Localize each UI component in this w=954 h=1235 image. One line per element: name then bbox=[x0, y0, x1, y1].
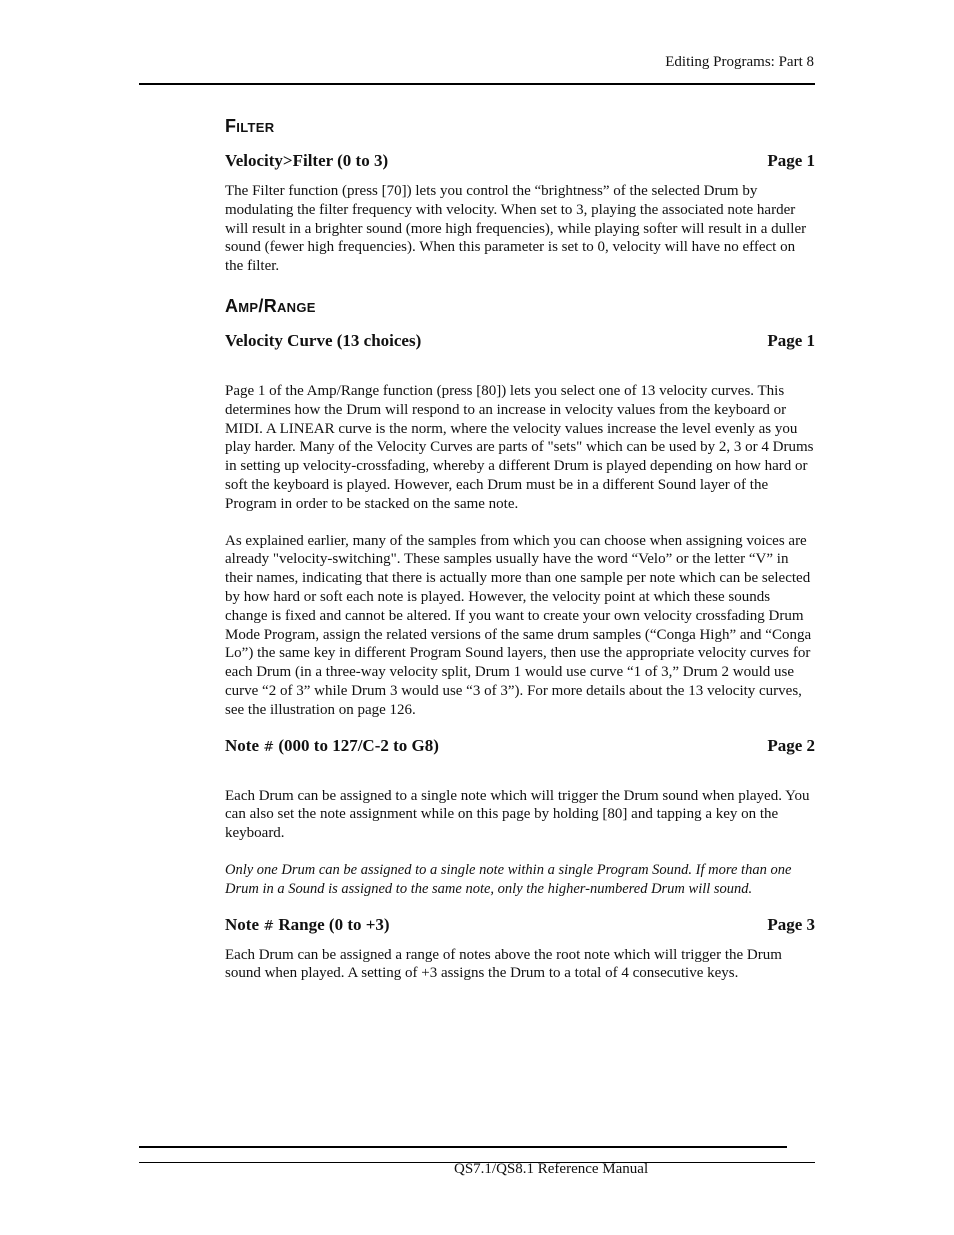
param-name bbox=[225, 736, 439, 756]
param-heading-note-range bbox=[225, 915, 815, 935]
section-title-filter: Filter bbox=[225, 116, 275, 136]
param-name: Velocity>Filter (0 to 3) bbox=[225, 151, 389, 170]
running-footer: QS7.1/QS8.1 Reference Manual bbox=[454, 1161, 649, 1177]
param-page: Page 1 bbox=[767, 330, 815, 350]
param-page: Page 2 bbox=[767, 735, 815, 755]
param-name: Velocity Curve (13 choices) bbox=[225, 330, 422, 350]
note-italic: Only one Drum can be assigned to a single note within a single Program Sound. If more than one Drum in a Sound is assigned to the same note, only the higher-numbered Drum will sound. bbox=[225, 861, 792, 897]
param-heading-velocity-curve bbox=[225, 331, 815, 351]
paragraph-filter: The Filter function (press [70]) lets you control the “brightness” of the selected Drum by modulating the filter frequency with velocity. When set to 3, playing the associated note harder will result in a brighter sound (more high frequencies), while playing softer will result in a duller sound (fewer high frequencies). When this parameter is set to 0, velocity will have no effect on the filter. bbox=[225, 183, 807, 275]
paragraph-note-range: Each Drum can be assigned a range of notes above the root note which will trigger the Drum sound when played. A setting of +3 assigns the Drum to a total of 4 consecutive keys. bbox=[225, 946, 782, 982]
param-name-prefix: Note bbox=[225, 735, 259, 755]
paragraph-velocity-curve-2: As explained earlier, many of the samples from which you can choose when assigning voices are already "velocity-switching". These samples usually have the word “Velo” or the letter “V” in their names, indicating that there is actually more than one sample per note which can be selected by how hard or soft each note is played. However, the velocity point at which these sounds change is fixed and cannot be altered. If you want to create your own velocity crossfading Drum Mode Program, assign the related versions of the same drum samples (“Conga High” and “Conga Lo”) the same key in different Program Sound layers, then use the appropriate velocity curves for each Drum (in a three-way velocity split, Drum 1 would use curve “1 of 3,” Drum 2 would use curve “2 of 3” while Drum 3 would use “3 of 3”). For more details about the 13 velocity curves, see the illustration on page 126. bbox=[225, 532, 812, 718]
paragraph-velocity-curve-1: Page 1 of the Amp/Range function (press [80]) lets you select one of 13 velocity curves. This determines how the Drum will respond to an increase in velocity values from the keyboard or MIDI. A LINEAR curve is the norm, where the velocity values increase the level evenly as you play harder. Many of the Velocity Curves are parts of "sets" which can be used by 2, 3 or 4 Drums in setting up velocity-crossfading, whereby a different Drum is played depending on how hard or soft the keyboard is played. However, each Drum must be in a different Sound layer of the Program in order to be stacked on the same note. bbox=[225, 382, 814, 512]
param-heading-velocity-filter bbox=[225, 151, 815, 171]
param-name-suffix: Range (0 to +3) bbox=[278, 914, 390, 934]
param-name bbox=[225, 915, 390, 935]
param-name-suffix: (000 to 127/C-2 to G8) bbox=[278, 735, 439, 755]
param-page: Page 3 bbox=[767, 914, 815, 934]
paragraph-note: Each Drum can be assigned to a single note which will trigger the Drum sound when played. You can also set the note assignment while on this page by holding [80] and tapping a key on the keyboard. bbox=[225, 787, 810, 842]
hash-symbol: # bbox=[263, 918, 275, 934]
param-page: Page 1 bbox=[767, 151, 815, 170]
hash-symbol: # bbox=[263, 739, 275, 755]
param-name-prefix: Note bbox=[225, 914, 259, 934]
param-heading-note bbox=[225, 736, 815, 756]
footer-rule-thick bbox=[139, 1146, 787, 1148]
page-content bbox=[225, 116, 815, 983]
running-header: Editing Programs: Part 8 bbox=[665, 54, 814, 70]
header-rule bbox=[139, 83, 815, 85]
section-title-amp-range: Amp/Range bbox=[225, 295, 316, 316]
